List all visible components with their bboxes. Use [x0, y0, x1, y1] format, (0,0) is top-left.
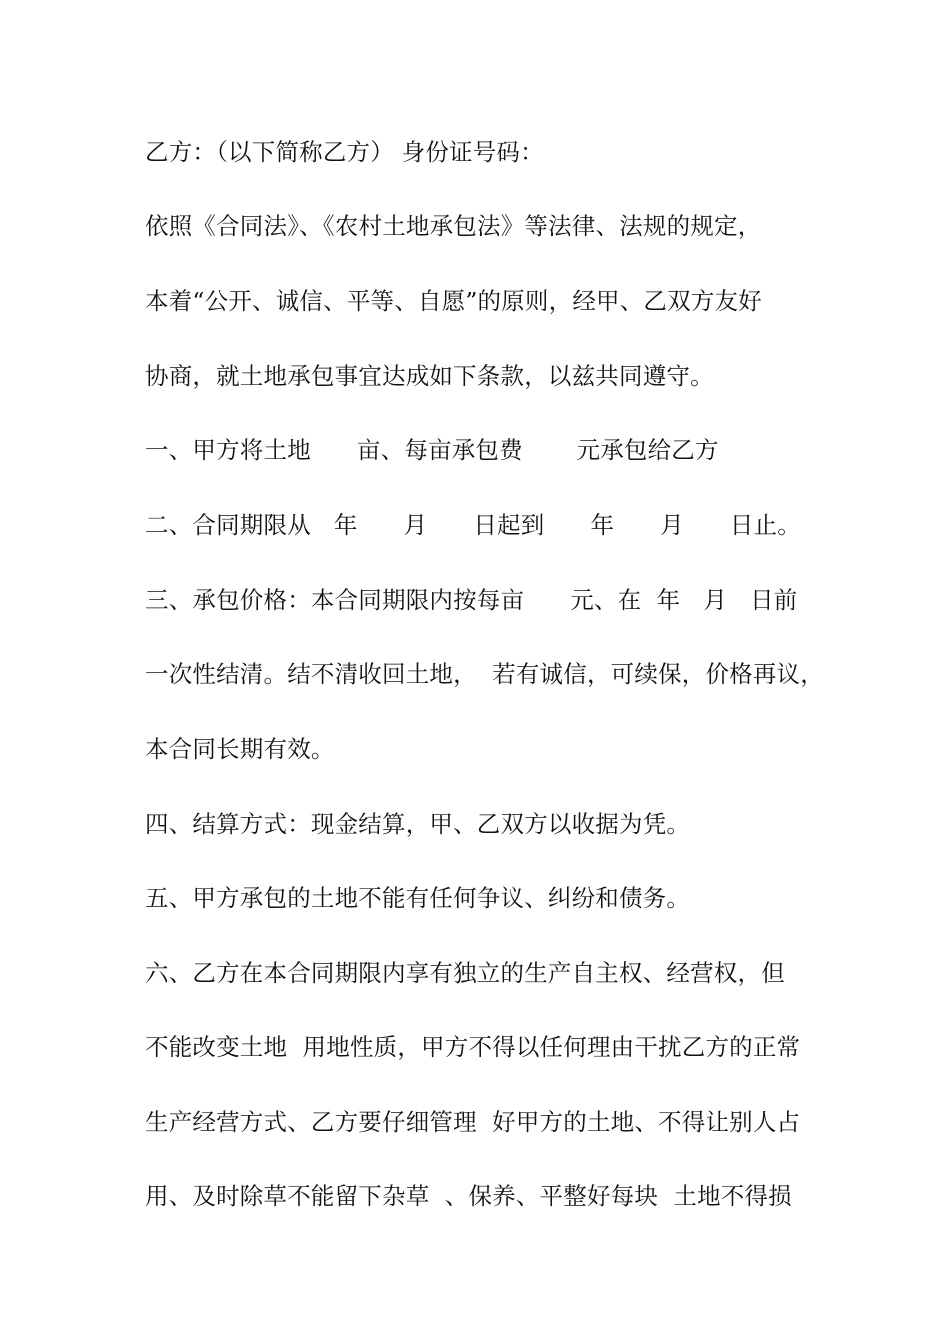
clause-3-validity-line: 本合同长期有效。: [145, 735, 335, 763]
party-b-line: 乙方：（以下简称乙方） 身份证号码：: [145, 138, 544, 166]
clause-6-continued-line-1: 不能改变土地 用地性质，甲方不得以任何理由干扰乙方的正常: [145, 1033, 801, 1061]
principle-line: 本着“公开、诚信、平等、自愿”的原则，经甲、乙双方友好: [145, 287, 762, 315]
clause-6-continued-line-2: 生产经营方式、乙方要仔细管理 好甲方的土地、不得让别人占: [145, 1108, 801, 1136]
clause-5-line: 五、甲方承包的土地不能有任何争议、纠纷和债务。: [145, 884, 691, 912]
clause-3-line: 三、承包价格：本合同期限内按每亩 元、在 年 月 日前: [145, 586, 798, 614]
clause-6-continued-line-3: 用、及时除草不能留下杂草 、保养、平整好每块 土地不得损: [145, 1182, 792, 1210]
legal-basis-line: 依照《合同法》、《农村土地承包法》等法律、法规的规定，: [145, 212, 762, 240]
agreement-line: 协商，就土地承包事宜达成如下条款，以兹共同遵守。: [145, 362, 714, 390]
clause-4-line: 四、结算方式：现金结算，甲、乙双方以收据为凭。: [145, 810, 691, 838]
clause-2-line: 二、合同期限从 年 月 日起到 年 月 日止。: [145, 511, 802, 539]
clause-3-continued-line: 一次性结清。结不清收回土地， 若有诚信，可续保，价格再议，: [145, 660, 824, 688]
clause-6-line: 六、乙方在本合同期限内享有独立的生产自主权、经营权，但: [145, 959, 785, 987]
clause-1-line: 一、甲方将土地 亩、每亩承包费 元承包给乙方: [145, 436, 719, 464]
